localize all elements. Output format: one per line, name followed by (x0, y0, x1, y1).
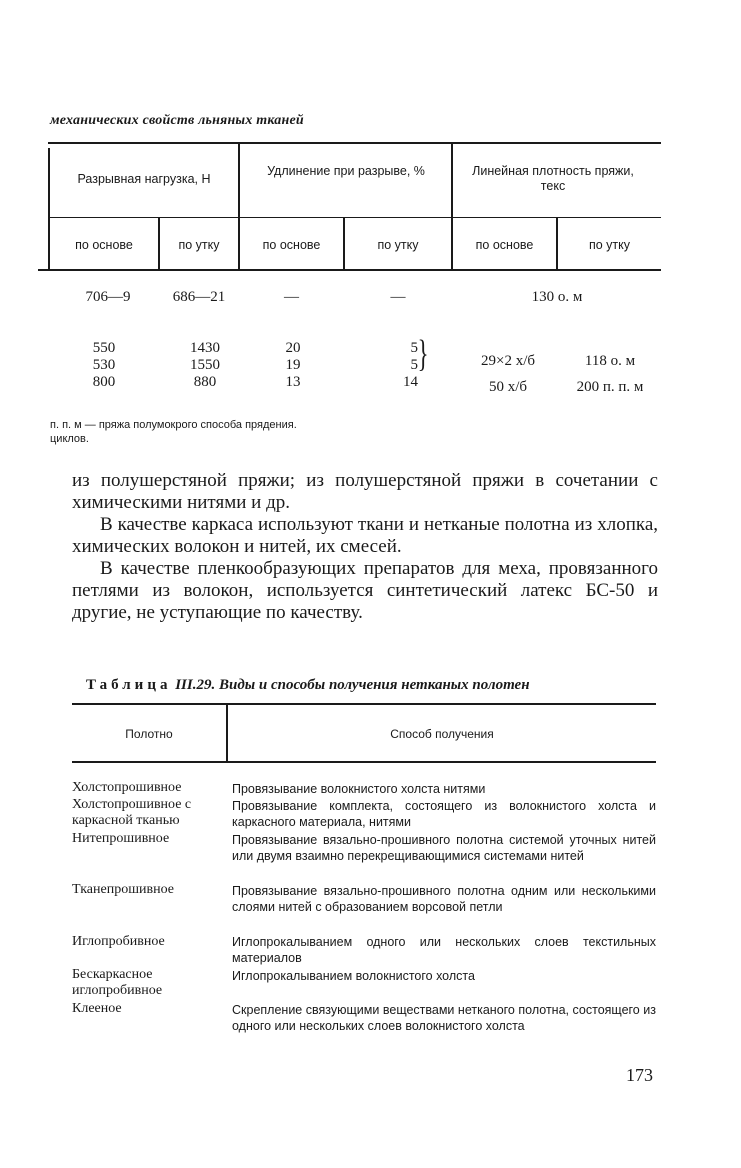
row-name: Клееное (72, 1001, 122, 1016)
table-cell: 14 (403, 374, 418, 390)
table-cell: 686—21 (172, 289, 226, 305)
paragraph: В качестве каркаса используют ткани и нетканые полотна из хлопка, химических волокон и нитей, их смесей. (72, 514, 658, 557)
brace-symbol: } (417, 333, 429, 375)
table-caption-title: Виды и способы получения нетканых полотен (218, 677, 530, 693)
table-caption (86, 677, 530, 694)
table-cell: 550 (92, 340, 116, 356)
row-desc: Провязывание вязально-прошивного полотна системой уточных нитей или двумя взаимно перекрещивающимися системами нитей (232, 833, 656, 863)
table-rule-header-bottom (38, 269, 661, 271)
subheader: по утку (588, 238, 631, 252)
table-cell: 880 (193, 374, 217, 390)
subheader: по основе (262, 238, 321, 252)
table-cell: — (284, 289, 299, 305)
table-cell-group (166, 340, 244, 391)
header-method: Способ получения (390, 727, 494, 741)
page-number: 173 (626, 1065, 653, 1085)
table-cell: 5 (410, 340, 418, 356)
table-cell: 118 о. м (584, 353, 636, 369)
header-linear-density: Линейная плотность пряжи, текс (472, 164, 634, 193)
table-cell: 200 п. п. м (576, 379, 644, 395)
table-cell: — (390, 289, 406, 305)
table-cell: 50 х/б (488, 379, 528, 395)
row-name: Холстопрошивное с каркасной тканью (72, 797, 192, 828)
table-continuation-heading: механических свойств льняных тканей (50, 113, 304, 128)
subheader: по утку (377, 238, 419, 252)
header-breaking-load: Разрывная нагрузка, Н (77, 172, 211, 186)
row-name: Тканепрошивное (72, 882, 174, 897)
table-rule-mid (48, 217, 661, 218)
table-cell: 5 (410, 357, 418, 373)
body-text (72, 470, 658, 624)
table-cell-group (258, 340, 328, 391)
row-name: Бескаркасное иглопробивное (72, 967, 163, 998)
header-elongation: Удлинение при разрыве, % (267, 164, 425, 178)
footnote (50, 418, 297, 446)
table-cell: 130 о. м (531, 289, 583, 305)
row-desc: Провязывание волокнистого холста нитями (232, 782, 486, 796)
nonwoven-methods-table (72, 703, 656, 1063)
footnote-line: циклов. (50, 433, 89, 445)
table-cell-group (560, 348, 660, 400)
subheader: по основе (475, 238, 534, 252)
table-cell: 20 (285, 340, 301, 356)
table-cell: 1430 (190, 340, 220, 356)
table-cell: 19 (285, 357, 301, 373)
table-cell: 29×2 х/б (480, 353, 535, 369)
table-cell-group (378, 340, 418, 391)
row-desc: Иглопрокалыванием волокнистого холста (232, 969, 475, 983)
table-cell: 1550 (190, 357, 220, 373)
table-rule-top (48, 142, 661, 144)
row-desc: Провязывание комплекта, состоящего из волокнистого холста и каркасного материала, нитями (232, 799, 656, 829)
table-cell: 13 (285, 374, 301, 390)
subheader: по основе (75, 238, 133, 252)
table-caption-label: Таблица (86, 677, 172, 693)
table-cell: 800 (92, 374, 116, 390)
table-cell: 706—9 (85, 289, 131, 305)
row-desc: Провязывание вязально-прошивного полотна одним или несколькими слоями нитей с образованием ворсовой петли (232, 884, 656, 914)
mechanical-properties-table (38, 142, 661, 402)
table-cell-group (458, 348, 558, 400)
table-cell: 530 (92, 357, 116, 373)
subheader: по утку (178, 238, 220, 252)
row-desc: Иглопрокалыванием одного или нескольких слоев текстильных материалов (232, 935, 656, 965)
table-rule-header-bottom (72, 761, 656, 763)
table-caption-number: III.29. (175, 677, 216, 693)
paragraph: В качестве пленкообразующих препаратов для меха, провязанного петлями из волокон, используется синтетический латекс БС-50 и другие, не уступающие по качеству. (72, 558, 658, 623)
paragraph: из полушерстяной пряжи; из полушерстяной пряжи в сочетании с химическими нитями и др. (72, 470, 658, 513)
row-name: Иглопробивное (72, 934, 165, 949)
table-cell-group (58, 340, 150, 391)
footnote-line: п. п. м — пряжа полумокрого способа прядения. (50, 419, 297, 431)
row-name: Нитепрошивное (72, 831, 170, 846)
table-rule-top (72, 703, 656, 705)
row-desc: Скрепление связующими веществами нетканого полотна, состоящего из одного или нескольких слоев волокнистого холста (232, 1003, 656, 1033)
row-name: Холстопрошивное (72, 780, 182, 795)
header-cloth: Полотно (125, 727, 173, 741)
